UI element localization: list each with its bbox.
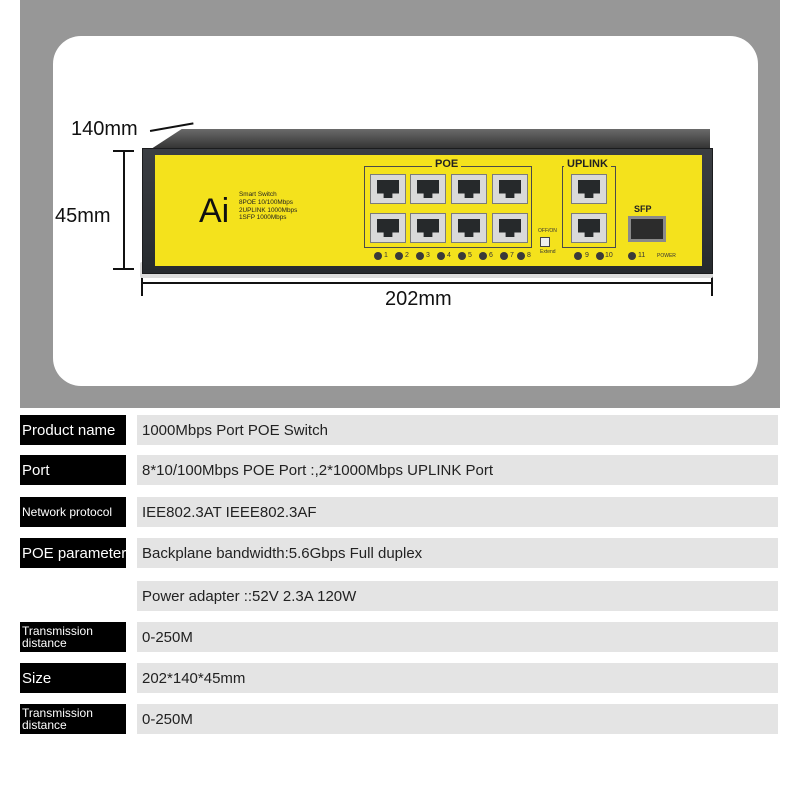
led-3 [416,252,424,260]
panel-spec-text: Smart Switch 8POE 10/100Mbps 2UPLINK 1000Mbps 1SFP 1000Mbps [239,191,298,222]
spec-value: Backplane bandwidth:5.6Gbps Full duplex [137,538,778,568]
uplink-port-9 [571,174,607,204]
sfp-port [628,216,666,242]
spec-value: 0-250M [137,622,778,652]
led-number-4: 4 [447,252,451,259]
sfp-label: SFP [634,204,652,214]
brand-logo: Ai [199,192,230,230]
spec-label: Transmission distance [20,704,126,734]
height-dimension-cap-bottom [113,268,134,270]
spec-row-port [20,455,778,485]
spec-label: Product name [20,415,126,445]
led-number-8: 8 [527,252,531,259]
spec-label: Port [20,455,126,485]
poe-port-2 [410,174,446,204]
spec-row-poe-parameter [20,538,778,568]
power-label: POWER [657,253,676,259]
led-number-11: 11 [638,252,646,259]
spec-row-power-adapter [20,581,778,611]
led-5 [458,252,466,260]
extend-label: Extend [540,249,556,255]
led-10 [596,252,604,260]
led-number-7: 7 [510,252,514,259]
led-4 [437,252,445,260]
spec-label: Network protocol [20,497,126,527]
led-2 [395,252,403,260]
led-9 [574,252,582,260]
led-number-1: 1 [384,252,388,259]
spec-value: 0-250M [137,704,778,734]
led-number-6: 6 [489,252,493,259]
spec-row-network-protocol [20,497,778,527]
spec-value: 202*140*45mm [137,663,778,693]
poe-port-8 [492,213,528,243]
height-dimension-cap-top [113,150,134,152]
poe-port-6 [410,213,446,243]
height-dimension-label: 45mm [55,205,111,227]
led-1 [374,252,382,260]
spec-value: 1000Mbps Port POE Switch [137,415,778,445]
poe-port-3 [451,174,487,204]
spec-label: POE parameter [20,538,126,568]
poe-port-4 [492,174,528,204]
switch-onoff-label: OFF/ON [538,228,557,234]
led-number-2: 2 [405,252,409,259]
spec-row-product-name [20,415,778,445]
width-dimension-line [142,282,712,284]
led-number-10: 10 [605,252,613,259]
depth-dimension-label: 140mm [71,118,138,140]
spec-value: IEE802.3AT IEEE802.3AF [137,497,778,527]
poe-port-5 [370,213,406,243]
spec-value: 8*10/100Mbps POE Port :,2*1000Mbps UPLINK Port [137,455,778,485]
led-number-9: 9 [585,252,589,259]
spec-label: Size [20,663,126,693]
extend-dip-switch [540,237,550,247]
spec-row-transmission-distance-2 [20,704,778,734]
uplink-group-label: UPLINK [564,158,611,170]
led-8 [517,252,525,260]
poe-group-label: POE [432,158,461,170]
led-6 [479,252,487,260]
poe-port-7 [451,213,487,243]
spec-row-transmission-distance [20,622,778,652]
width-dimension-label: 202mm [385,288,452,310]
led-7 [500,252,508,260]
poe-port-1 [370,174,406,204]
led-number-3: 3 [426,252,430,259]
uplink-port-10 [571,213,607,243]
spec-row-size [20,663,778,693]
height-dimension-line [123,150,125,269]
spec-label: Transmission distance [20,622,126,652]
led-11 [628,252,636,260]
spec-value: Power adapter ::52V 2.3A 120W [137,581,778,611]
led-number-5: 5 [468,252,472,259]
